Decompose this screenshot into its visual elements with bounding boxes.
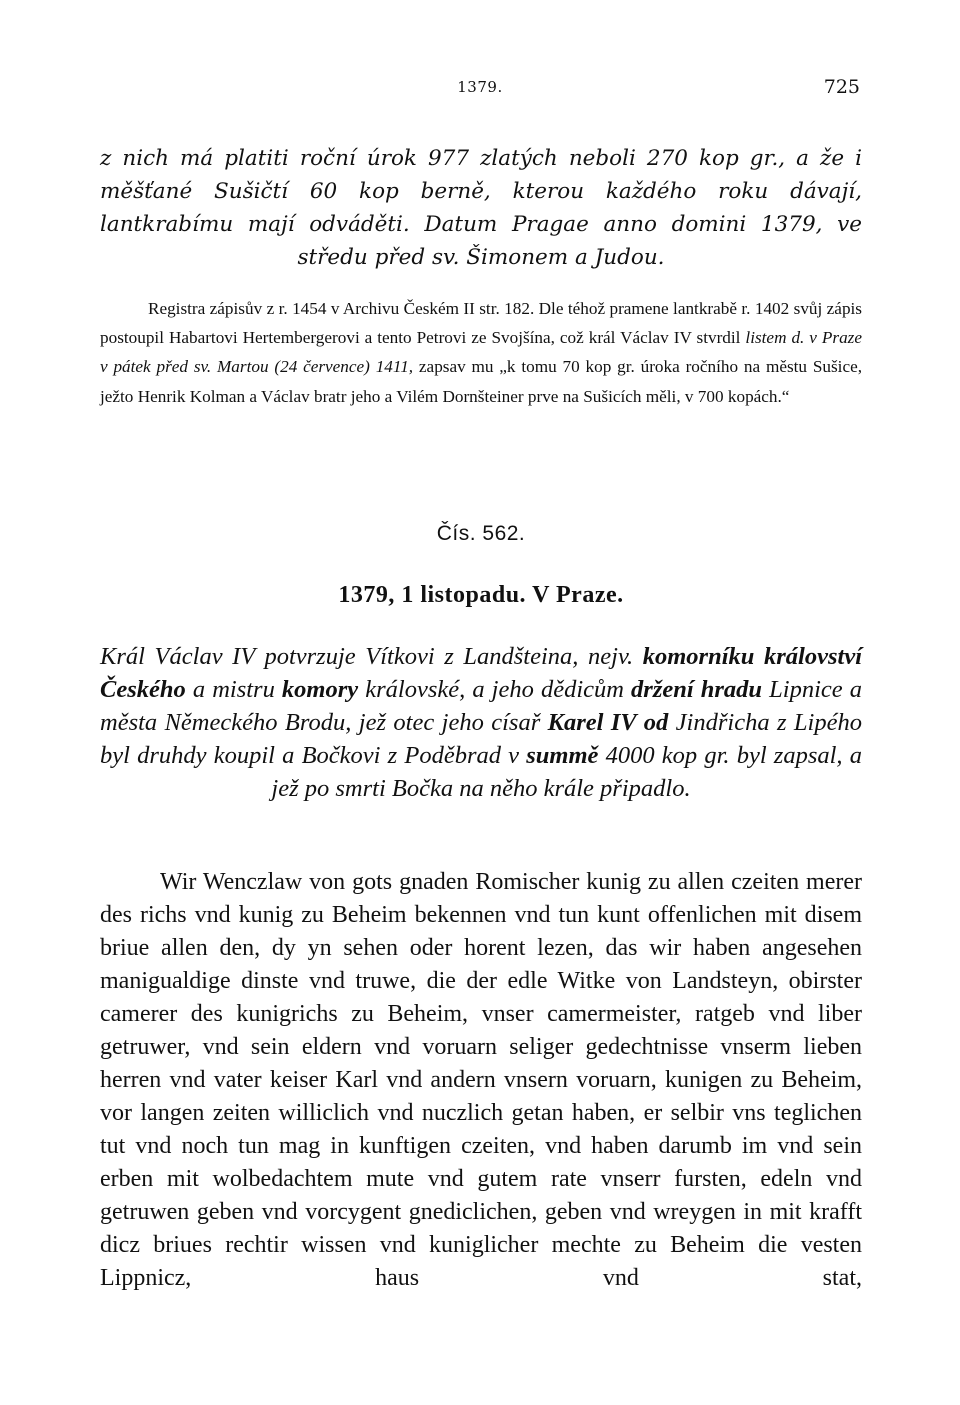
summary-bold-3: držení hradu: [631, 676, 763, 703]
summary-text-3: královské, a jeho dědicům: [358, 676, 632, 703]
summary-text-4: Lipnice a města Německého Brodu, jež otec jeho císař: [100, 676, 862, 736]
summary-text-6: 4000 kop gr. byl zapsal, a jež po smrti Bočka na něho krále připadlo.: [271, 742, 862, 802]
date-heading: 1379, 1 listopadu. V Praze.: [338, 582, 624, 608]
running-head: [100, 78, 860, 102]
summary-text-1: Král Václav IV potvrzuje Vítkovi z Landšteina, nejv.: [100, 643, 643, 670]
regesta-note: [100, 294, 862, 411]
page-number: 725: [823, 76, 860, 98]
summary-bold-5: summě: [526, 742, 599, 769]
summary-bold-1: komorníku království Českého: [100, 643, 862, 703]
regesta-source-italic: listem d. v Praze v pátek před sv. Martou (24 července) 1411,: [100, 328, 862, 377]
summary-bold-2: komory: [281, 676, 359, 703]
summary-bold-4: Karel IV od: [547, 709, 669, 736]
summary-text-5: Jindřicha z Lipého byl druhdy koupil a Bočkovi z Poděbrad v: [100, 709, 862, 769]
running-year: 1379.: [457, 78, 503, 96]
charter-text: Wir Wenczlaw von gots gnaden Romischer kunig zu allen czeiten merer des richs vnd kunig zu Beheim bekennen vnd tun kunt offenlichen mit disem briue allen den, dy yn sehen oder horent lezen, das wir haben angesehen manigualdige dinste vnd truwe, die der edle Witke von Landsteyn, obirster camerer des kunigrichs zu Beheim, vnser camermeister, ratgeb vnd liber getruwer, vnd sein eldern vnd voruarn seliger gedechtnisse vnserm lieben herren vnd vater keiser Karl vnd andern vnsern voruarn, kunigen zu Beheim, vor langen zeiten williclich vnd nuczlich getan haben, er selbir vns teglichen tut vnd noch tun mag in kunftigen czeiten, vnd haben darumb im vnd sein erben mit wolbedachtem mute vnd gutem rate vnserr fursten, edeln vnd getruwen geben vnd vorcygent gnediclichen, geben vnd wreygen in mit krafft dicz briues rechtir wissen vnd kuniglicher mechte zu Beheim die vesten Lippnicz, haus vnd stat,: [100, 869, 862, 1291]
intro-paragraph: z nich má platiti roční úrok 977 zlatých neboli 270 kop gr., a že i měšťané Sušičtí 60 kop berně, kterou každého roku dávají, lantkrabímu mají odváděti. Datum Pragae anno domini 1379, ve středu před sv. Šimonem a Judou.: [100, 146, 862, 270]
summary-text-2: a mistru: [185, 676, 282, 703]
regesta-text-2: zapsav mu „k tomu 70 kop gr. úroka ročního na městu Sušice, ježto Henrik Kolman a Václav bratr jeho a Vilém Dornšteiner prve na Sušicích měli, v 700 kopách.“: [100, 357, 862, 406]
summary-regest: [100, 640, 862, 805]
regesta-text-1: Registra zápisův z r. 1454 v Archivu Českém II str. 182. Dle téhož pramene lantkrabě r. 1402 svůj zápis postoupil Habartovi Hertembergerovi a tento Petrovi ze Svojšína, což král Václav IV stvrdil: [100, 299, 862, 348]
document-number: Čís. 562.: [436, 522, 526, 545]
